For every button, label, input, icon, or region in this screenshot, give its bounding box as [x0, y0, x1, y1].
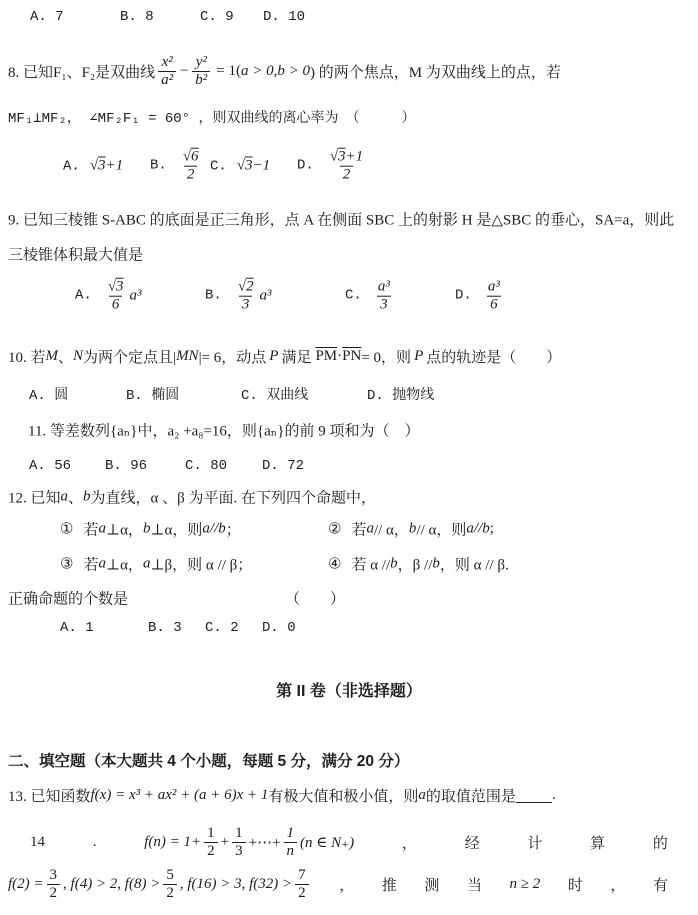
question-10-stem: 10. 若 M 、 N 为两个定点且| MN |= 6，动点 P 满足 $\overline{PM}$ · $\overline{PN}$ = 0，则 P 点的轨迹是（ ） — [8, 347, 562, 366]
q12-proposition-4: ④ 若 α // b ，β // b ，则 α // β. — [328, 555, 509, 574]
vector-pm: $\overline{PM}$ — [315, 347, 338, 364]
q10-option-a: A. 圆 — [29, 388, 69, 404]
question-10-options — [0, 383, 698, 405]
q7-option-a: A. 7 — [30, 9, 64, 25]
question-11-options — [0, 455, 698, 477]
q14-series-formula: f(n) = 1+ $\frac{1}{2}$ + $\frac{1}{3}$ +⋯+ $\frac{1}{n}$ (n ∈ N₊) — [144, 824, 355, 859]
q8-angle-condition: MF₁⊥MF₂， ∠MF₂F₁ = 60° ，则双曲线的离心率为 （ ） — [8, 111, 416, 127]
q10-option-b: B. 椭圆 — [126, 388, 180, 404]
q8-condition: a > 0,b > 0 — [241, 62, 310, 79]
q12-proposition-2: ② 若 a // α， b // α，则 a // b ; — [328, 520, 494, 539]
question-8-stem-line2 — [0, 106, 698, 128]
question-14-line2: f(2) = $\frac{3}{2}$ , f(4) > 2, f(8) > $\frac{5}{2}$ , f(16) > 3, f(32) > $\frac{7}{2}$ ， 推 测 当 n ≥ 2 时 ， 有 — [8, 866, 668, 901]
question-12-options — [0, 617, 698, 639]
question-8-options — [0, 140, 698, 192]
dot-operator: · — [337, 347, 343, 364]
question-12-stem — [0, 486, 698, 508]
circled-2: ② — [328, 521, 342, 538]
question-9-stem-line2 — [0, 243, 698, 265]
answer-blank — [516, 788, 552, 803]
q9-stem-line2-text: 三棱锥体积最大值是 — [8, 247, 144, 264]
q13-stem-text: 13. 已知函数 — [8, 788, 91, 805]
question-9-options — [0, 268, 698, 324]
q10-option-d: D. 抛物线 — [367, 388, 435, 404]
q12-option-c: C. 2 — [205, 620, 239, 636]
q12-stem-text: 12. 已知 a 、 b 为直线，α 、β 为平面. 在下列四个命题中， — [8, 488, 377, 507]
q14-computed-values: f(2) = $\frac{3}{2}$ , f(4) > 2, f(8) > $\frac{5}{2}$ , f(16) > 3, f(32) > $\frac{7}{2}$ — [8, 867, 312, 902]
question-11-stem — [0, 419, 698, 441]
q11-option-c: C. 80 — [185, 458, 228, 474]
q11-option-b: B. 96 — [105, 458, 148, 474]
q8-fraction-y2b2: $\frac{\text{y²}}{\text{b²}}$ — [192, 54, 210, 89]
q8-option-c: C. √3−1 — [210, 157, 271, 174]
q9-option-b: B. $\frac{√2}{3}$ a³ — [205, 278, 272, 313]
section2-heading: 二、填空题（本大题共 4 个小题，每题 5 分，满分 20 分） — [8, 753, 410, 770]
question-14-stem: 14 . f(n) = 1+ $\frac{1}{2}$ + $\frac{1}{3}$ +⋯+ $\frac{1}{n}$ (n ∈ N₊) ， 经 计 算 的 — [30, 824, 668, 859]
q7-option-b: B. 8 — [120, 9, 154, 25]
q7-option-d: D. 10 — [263, 9, 306, 25]
q11-option-a: A. 56 — [29, 458, 72, 474]
circled-1: ① — [60, 521, 74, 538]
q12-propositions-row2 — [0, 553, 698, 575]
q11-option-d: D. 72 — [262, 458, 305, 474]
question-9-stem — [0, 208, 698, 230]
q12-conclusion-text: 正确命题的个数是 — [8, 591, 129, 608]
q9-option-c: C. $\frac{\text{a³}}{3}$ — [345, 278, 390, 313]
q7-options-row — [0, 6, 698, 28]
question-8-stem — [0, 45, 698, 97]
sqrt-sign: √ — [237, 278, 247, 295]
q11-stem-text: 11. 等差数列{aₙ}中，a₂ +a₈=16，则{aₙ}的前 9 项和为（ ） — [28, 423, 420, 440]
q7-option-c: C. 9 — [200, 9, 234, 25]
sqrt-sign: √ — [89, 157, 99, 174]
q8-option-a: A. √3+1 — [63, 157, 124, 174]
q12-proposition-3: ③ 若 a ⊥α， a ⊥β，则 α // β； — [60, 555, 253, 574]
vector-pn: $\overline{PN}$ — [342, 347, 362, 364]
q12-option-a: A. 1 — [60, 620, 94, 636]
q14-number: 14 — [30, 833, 45, 850]
q8-equals-one: = 1( — [216, 62, 241, 79]
q13-formula: f(x) = x³ + ax² + (a + 6)x + 1 — [90, 786, 269, 803]
q12-proposition-1: ① 若 a ⊥α， b ⊥α，则 a // b ； — [60, 520, 241, 539]
sqrt-sign: √ — [236, 157, 246, 174]
circled-3: ③ — [60, 556, 74, 573]
part2-title: 第 II 卷（非选择题） — [276, 683, 422, 700]
q9-stem-line1: 9. 已知三棱锥 S-ABC 的底面是正三角形，点 A 在侧面 SBC 上的射影 H 是△SBC 的垂心，SA=a，则此 — [8, 212, 675, 229]
q8-stem-text: 8. 已知F₁、F₂是双曲线 — [8, 64, 156, 81]
q12-conclusion — [0, 587, 698, 609]
circled-4: ④ — [328, 556, 342, 573]
q12-propositions-row1 — [0, 518, 698, 540]
q12-option-b: B. 3 — [148, 620, 182, 636]
sqrt-sign: √ — [329, 148, 339, 165]
sqrt-sign: √ — [182, 148, 192, 165]
q8-minus: − — [179, 62, 190, 79]
q10-option-c: C. 双曲线 — [241, 388, 309, 404]
q9-option-d: D. $\frac{\text{a³}}{6}$ — [455, 278, 500, 313]
q12-answer-paren: （ ） — [285, 591, 346, 608]
q8-stem-text-end: ) 的两个焦点，M 为双曲线上的点，若 — [310, 64, 561, 81]
q9-option-a: A. $\frac{√3}{6}$ a³ — [75, 278, 142, 313]
q8-fraction-x2a2: $\frac{\text{x²}}{\text{a²}}$ — [158, 54, 176, 89]
sqrt-sign: √ — [107, 278, 117, 295]
q8-option-b: B. $\frac{√6}{2}$ — [150, 148, 199, 183]
q14-condition: n ≥ 2 — [509, 875, 541, 892]
q8-option-d: D. $\frac{√3+1}{2}$ — [297, 148, 364, 183]
q10-stem-text: 10. 若 — [8, 349, 46, 366]
q12-option-d: D. 0 — [262, 620, 296, 636]
question-13-stem: 13. 已知函数 f(x) = x³ + ax² + (a + 6)x + 1 有极大值和极小值，则 a 的取值范围是 . — [8, 786, 556, 805]
